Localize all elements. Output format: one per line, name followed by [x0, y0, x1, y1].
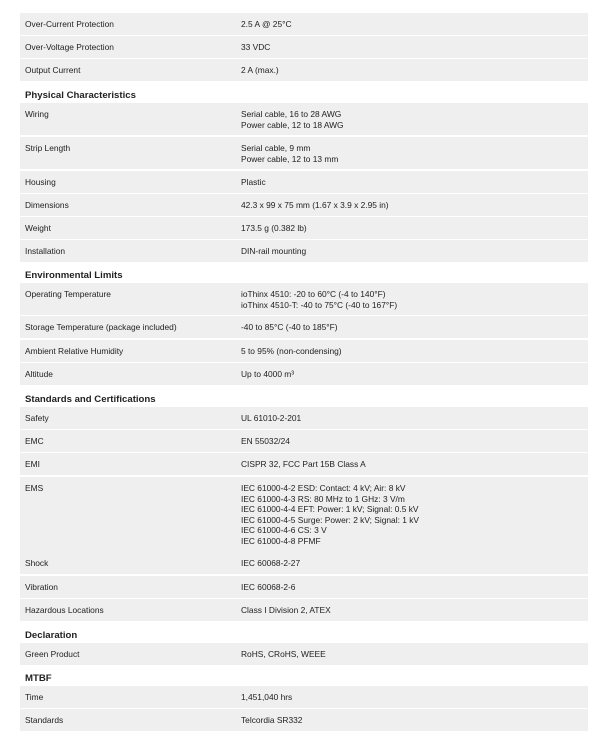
spec-row-wiring	[20, 103, 588, 135]
spec-row-output-current	[20, 59, 588, 81]
spec-label: Wiring	[25, 109, 49, 119]
spec-value	[241, 177, 266, 188]
spec-row-over-voltage-protection	[20, 36, 588, 58]
spec-value	[241, 346, 342, 357]
spec-value	[241, 19, 292, 30]
section-title-standards-and-certifications: Standards and Certifications	[25, 394, 156, 405]
spec-label: Operating Temperature	[25, 289, 111, 299]
spec-row-operating-temperature	[20, 283, 588, 315]
spec-value-line: ioThinx 4510-T: -40 to 75°C (-40 to 167°F)	[241, 299, 398, 310]
section-title-physical-characteristics: Physical Characteristics	[25, 90, 136, 101]
spec-label: EMS	[25, 483, 44, 493]
spec-value	[241, 649, 326, 660]
spec-label: Time	[25, 692, 44, 702]
spec-value	[241, 459, 366, 470]
spec-value-line: Plastic	[241, 177, 266, 187]
spec-row-emi	[20, 453, 588, 475]
spec-row-emc	[20, 430, 588, 452]
spec-value-line: IEC 61000-4-3 RS: 80 MHz to 1 GHz: 3 V/m	[241, 493, 405, 504]
spec-value	[241, 143, 338, 164]
spec-value-line: -40 to 85°C (-40 to 185°F)	[241, 322, 338, 332]
spec-value	[241, 413, 301, 424]
spec-row-dimensions	[20, 194, 588, 216]
spec-row-standards	[20, 709, 588, 731]
section-title-declaration: Declaration	[25, 630, 78, 641]
spec-value	[241, 483, 419, 547]
spec-label: Hazardous Locations	[25, 605, 104, 615]
spec-row-altitude	[20, 363, 588, 385]
spec-row-ambient-relative-humidity	[20, 340, 588, 362]
spec-label: Safety	[25, 413, 49, 423]
spec-value	[241, 109, 344, 130]
spec-value-line: 2.5 A @ 25°C	[241, 19, 292, 29]
spec-value-line: DIN-rail mounting	[241, 246, 307, 256]
spec-row-time	[20, 686, 588, 708]
spec-value	[241, 322, 338, 333]
spec-value-line: Up to 4000 m³	[241, 369, 295, 379]
spec-value-line: Serial cable, 16 to 28 AWG	[241, 109, 342, 119]
spec-value-line: RoHS, CRoHS, WEEE	[241, 649, 326, 659]
spec-label: Strip Length	[25, 143, 71, 153]
spec-label: EMI	[25, 459, 40, 469]
spec-value-line: 33 VDC	[241, 42, 271, 52]
spec-label: Installation	[25, 246, 66, 256]
spec-value-line: IEC 61000-4-4 EFT: Power: 1 kV; Signal: 0.5 kV	[241, 504, 419, 515]
spec-row-housing	[20, 171, 588, 193]
spec-row-green-product	[20, 643, 588, 665]
spec-value-line: 2 A (max.)	[241, 65, 279, 75]
spec-label: Storage Temperature (package included)	[25, 322, 177, 332]
spec-value-line: Power cable, 12 to 13 mm	[241, 153, 339, 164]
spec-value-line: 173.5 g (0.382 lb)	[241, 223, 307, 233]
spec-row-weight	[20, 217, 588, 239]
spec-value-line: Power cable, 12 to 18 AWG	[241, 119, 344, 130]
spec-label: Housing	[25, 177, 56, 187]
spec-value	[241, 582, 295, 593]
spec-label: Altitude	[25, 369, 53, 379]
spec-value	[241, 42, 270, 53]
spec-label: EMC	[25, 436, 44, 446]
spec-value	[241, 223, 307, 234]
spec-value-line: 5 to 95% (non-condensing)	[241, 346, 342, 356]
spec-value	[241, 436, 290, 447]
spec-value	[241, 558, 300, 569]
spec-value-line: UL 61010-2-201	[241, 413, 302, 423]
spec-value-line: IEC 61000-4-6 CS: 3 V	[241, 525, 327, 536]
spec-row-storage-temperature-package-included	[20, 316, 588, 338]
spec-value	[241, 246, 306, 257]
spec-value	[241, 692, 292, 703]
spec-value-line: IEC 61000-4-8 PFMF	[241, 535, 321, 546]
spec-row-hazardous-locations	[20, 599, 588, 621]
spec-value-line: IEC 61000-4-2 ESD: Contact: 4 kV; Air: 8 kV	[241, 483, 406, 493]
spec-value-line: IEC 60068-2-27	[241, 558, 301, 568]
spec-row-strip-length	[20, 137, 588, 169]
spec-label: Green Product	[25, 649, 80, 659]
spec-value	[241, 715, 302, 726]
spec-value-line: 42.3 x 99 x 75 mm (1.67 x 3.9 x 2.95 in)	[241, 200, 389, 210]
spec-label: Over-Voltage Protection	[25, 42, 114, 52]
spec-row-ems	[20, 477, 588, 553]
spec-row-shock	[20, 552, 588, 574]
spec-value	[241, 289, 397, 310]
spec-value	[241, 369, 294, 380]
section-title-environmental-limits: Environmental Limits	[25, 270, 123, 281]
spec-value-line: CISPR 32, FCC Part 15B Class A	[241, 459, 366, 469]
spec-label: Standards	[25, 715, 64, 725]
spec-label: Vibration	[25, 582, 58, 592]
spec-value-line: Class I Division 2, ATEX	[241, 605, 331, 615]
spec-label: Over-Current Protection	[25, 19, 114, 29]
spec-value	[241, 605, 331, 616]
spec-row-vibration	[20, 576, 588, 598]
spec-value-line: ioThinx 4510: -20 to 60°C (-4 to 140°F)	[241, 289, 386, 299]
spec-label: Shock	[25, 558, 49, 568]
spec-value-line: EN 55032/24	[241, 436, 290, 446]
spec-row-installation	[20, 240, 588, 262]
spec-label: Output Current	[25, 65, 81, 75]
section-title-mtbf: MTBF	[25, 673, 52, 684]
spec-value-line: Serial cable, 9 mm	[241, 143, 311, 153]
spec-label: Dimensions	[25, 200, 69, 210]
spec-row-over-current-protection	[20, 13, 588, 35]
spec-value	[241, 200, 389, 211]
spec-row-safety	[20, 407, 588, 429]
spec-value-line: Telcordia SR332	[241, 715, 303, 725]
spec-value	[241, 65, 279, 76]
spec-value-line: IEC 61000-4-5 Surge: Power: 2 kV; Signal: 1 kV	[241, 514, 419, 525]
spec-value-line: IEC 60068-2-6	[241, 582, 296, 592]
spec-value-line: 1,451,040 hrs	[241, 692, 293, 702]
spec-label: Weight	[25, 223, 51, 233]
spec-label: Ambient Relative Humidity	[25, 346, 124, 356]
